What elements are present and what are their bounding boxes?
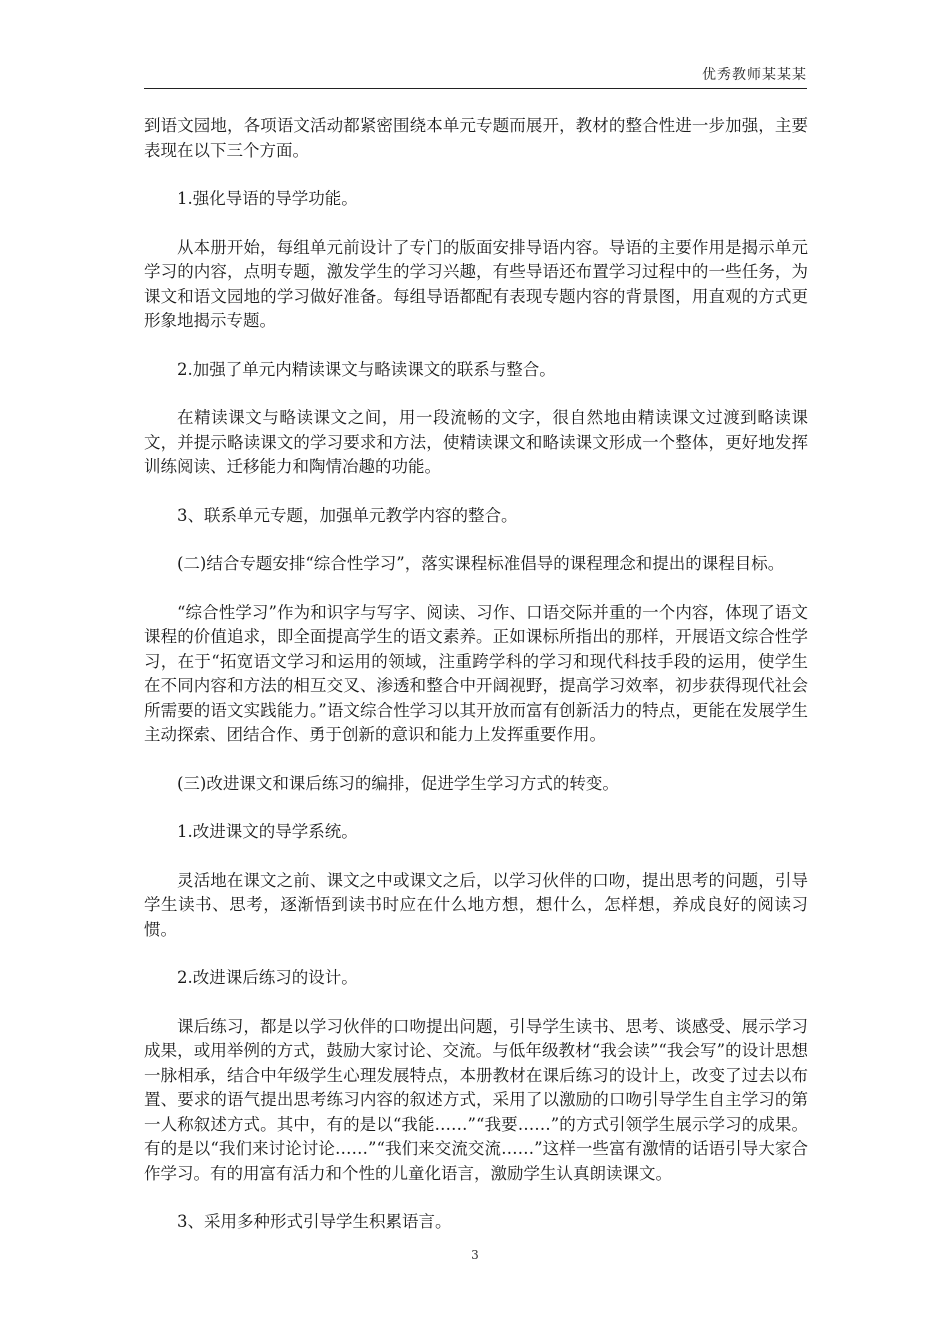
page-header <box>144 60 807 89</box>
paragraph-continuation: 到语文园地，各项语文活动都紧密围绕本单元专题而展开，教材的整合性进一步加强，主要表现在以下三个方面。 <box>144 116 808 160</box>
subheading-1: 1.改进课文的导学系统。 <box>177 822 358 841</box>
subheading-3: 3、采用多种形式引导学生积累语言。 <box>177 1212 452 1231</box>
paragraph: “综合性学习”作为和识字与写字、阅读、习作、口语交际并重的一个内容，体现了语文课程的价值追求，即全面提高学生的语文素养。正如课标所指出的那样，开展语文综合性学习，在于“拓宽语文学习和运用的领域，注重跨学科的学习和现代科技手段的运用，使学生在不同内容和方法的相互交叉、渗透和整合中开阔视野，提高学习效率，初步获得现代社会所需要的语文实践能力。”语文综合性学习以其开放而富有创新活力的特点，更能在发展学生主动探索、团结合作、勇于创新的意识和能力上发挥重要作用。 <box>144 602 808 744</box>
paragraph: 灵活地在课文之前、课文之中或课文之后，以学习伙伴的口吻，提出思考的问题，引导学生读书、思考，逐渐悟到读书时应在什么地方想，想什么，怎样想，养成良好的阅读习惯。 <box>144 870 808 939</box>
paragraph: 在精读课文与略读课文之间，用一段流畅的文字，很自然地由精读课文过渡到略读课文，并提示略读课文的学习要求和方法，使精读课文和略读课文形成一个整体，更好地发挥训练阅读、迁移能力和陶情冶趣的功能。 <box>144 408 808 476</box>
header-author: 优秀教师某某某 <box>702 67 807 83</box>
section-heading-3: (三)改进课文和课后练习的编排，促进学生学习方式的转变。 <box>177 773 619 793</box>
paragraph: 从本册开始，每组单元前设计了专门的版面安排导语内容。导语的主要作用是揭示单元学习的内容，点明专题，激发学生的学习兴趣，有些导语还布置学习过程中的一些任务，为课文和语文园地的学习做好准备。每组导语都配有表现专题内容的背景图，用直观的方式更形象地揭示专题。 <box>144 237 808 330</box>
subheading-2: 2.加强了单元内精读课文与略读课文的联系与整合。 <box>177 359 556 379</box>
section-heading-2: (二)结合专题安排“综合性学习”，落实课程标准倡导的课程理念和提出的课程目标。 <box>177 554 785 573</box>
page-number: 3 <box>471 1248 479 1262</box>
subheading-3: 3、联系单元专题，加强单元教学内容的整合。 <box>177 505 518 525</box>
document-body <box>144 114 808 1235</box>
paragraph: 课后练习，都是以学习伙伴的口吻提出问题，引导学生读书、思考、谈感受、展示学习成果，或用举例的方式，鼓励大家讨论、交流。与低年级教材“我会读”“我会写”的设计思想一脉相承，结合中年级学生心理发展特点，本册教材在课后练习的设计上，改变了过去以布置、要求的语气提出思考练习内容的叙述方式，采用了以激励的口吻引导学生自主学习的第一人称叙述方式。其中，有的是以“我能……”“我要……”的方式引领学生展示学习的成果。有的是以“我们来讨论讨论……”“我们来交流交流……”这样一些富有激情的话语引导大家合作学习。有的用富有活力和个性的儿童化语言，激励学生认真朗读课文。 <box>144 1016 808 1183</box>
subheading-1: 1.强化导语的导学功能。 <box>177 189 358 208</box>
subheading-2: 2.改进课后练习的设计。 <box>177 968 358 987</box>
